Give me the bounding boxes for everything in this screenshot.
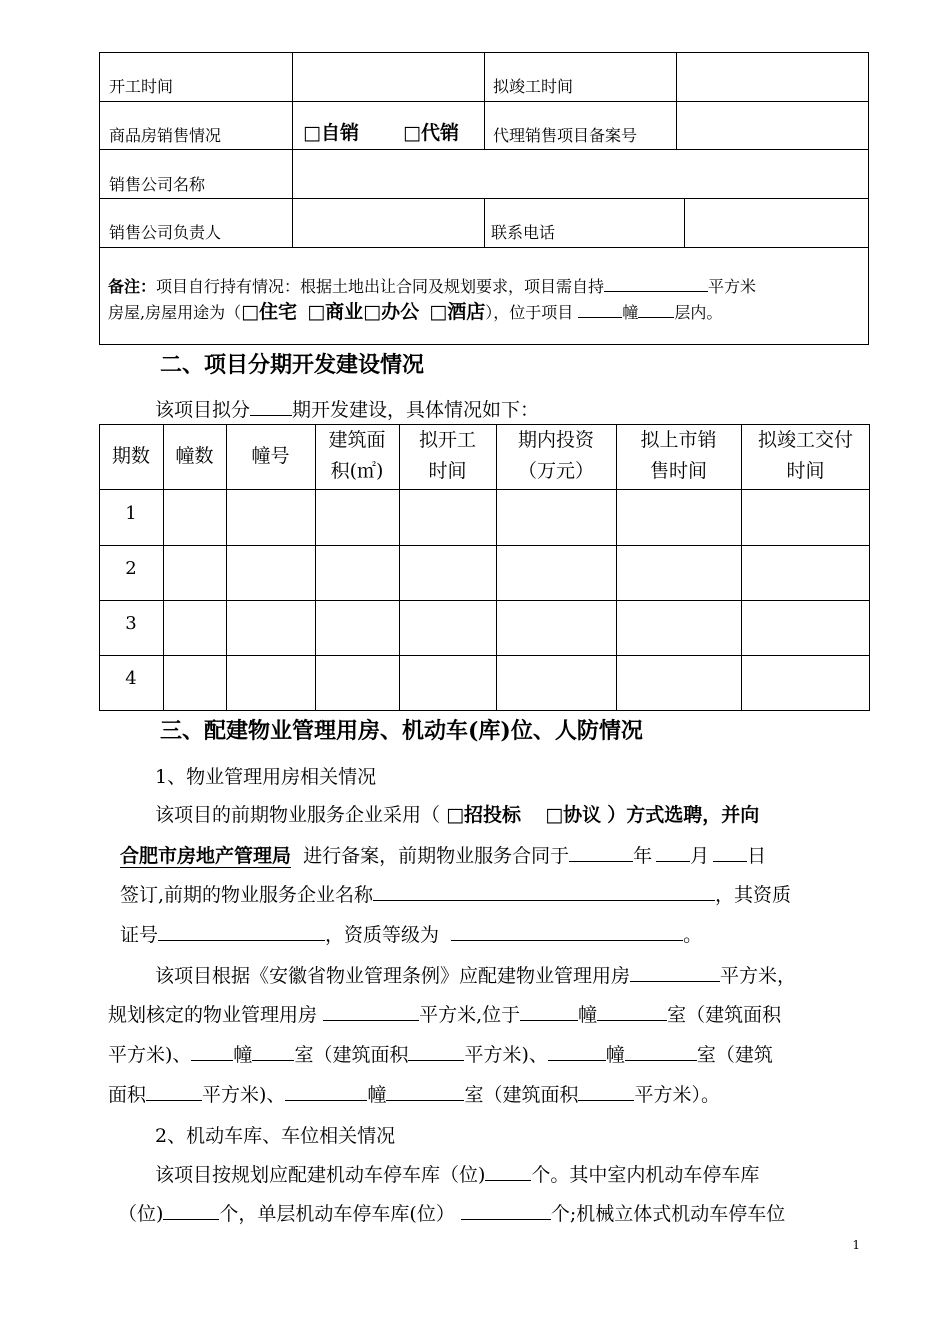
indoor-parking-field[interactable] — [163, 1201, 219, 1220]
building-field[interactable] — [548, 1042, 606, 1061]
building-field[interactable] — [191, 1042, 233, 1061]
header-building-no: 幢号 — [251, 445, 290, 467]
section2-title: 二、项目分期开发建设情况 — [160, 352, 425, 378]
header-sale-time: 拟上市销 售时间 — [640, 429, 717, 482]
divider — [684, 198, 685, 247]
subsection-property-room: 1、物业管理用房相关情况 — [155, 766, 377, 788]
self-hold-area-field[interactable] — [604, 273, 708, 292]
start-time-label: 开工时间 — [109, 77, 174, 96]
divider — [676, 101, 677, 149]
day-field[interactable] — [713, 843, 747, 862]
note-line-1: 备注：项目自行持有情况：根据土地出让合同及规划要求，项目需自持 平方米 — [108, 273, 756, 297]
page-number: 1 — [852, 1238, 860, 1252]
planned-finish-label: 拟竣工时间 — [493, 77, 574, 96]
single-level-parking-field[interactable] — [461, 1201, 551, 1220]
parking-total-field[interactable] — [485, 1162, 531, 1181]
para-line: 该项目根据《安徽省物业管理条例》应配建物业管理用房 平方米， — [155, 965, 797, 987]
room-field[interactable] — [386, 1082, 464, 1101]
para-line: 证号 ，资质等级为 。 — [120, 924, 703, 946]
self-sale-checkbox[interactable]: □自销 — [303, 122, 359, 144]
divider — [292, 149, 293, 198]
divider — [99, 247, 869, 248]
header-delivery-time: 拟竣工交付 时间 — [757, 429, 853, 482]
section3-title: 三、配建物业管理用房、机动车(库)位、人防情况 — [160, 718, 643, 744]
floor-field[interactable] — [638, 299, 674, 318]
use-residential-checkbox[interactable]: □住宅 — [241, 301, 298, 323]
bureau-name: 合肥市房地产管理局 — [120, 845, 292, 867]
divider — [99, 545, 870, 546]
divider — [484, 52, 485, 149]
company-name-label: 销售公司名称 — [109, 175, 206, 194]
row-number: 3 — [125, 613, 137, 634]
para-line: （位) 个，单层机动车停车库(位） 个;机械立体式机动车停车位 — [118, 1203, 786, 1225]
row-number: 4 — [125, 668, 137, 689]
month-field[interactable] — [656, 843, 690, 862]
divider — [484, 198, 485, 247]
para-line: 该项目按规划应配建机动车停车库（位) 个。其中室内机动车停车库 — [155, 1164, 760, 1186]
agent-record-label: 代理销售项目备案号 — [493, 126, 638, 145]
para-line: 规划核定的物业管理用房 平方米,位于 幢 室（建筑面积 — [108, 1004, 782, 1026]
use-commercial-checkbox[interactable]: □商业 — [307, 301, 364, 323]
cert-number-field[interactable] — [158, 922, 325, 941]
subsection-parking: 2、机动车库、车位相关情况 — [155, 1125, 396, 1147]
row-number: 2 — [125, 558, 137, 579]
note-line-2: 房屋,房屋用途为（□住宅 □商业□办公 □酒店），位于项目 幢 层内。 — [108, 301, 723, 323]
divider — [99, 600, 870, 601]
section2-intro: 该项目拟分 期开发建设，具体情况如下： — [155, 399, 540, 421]
building-field[interactable] — [520, 1002, 578, 1021]
qualification-field[interactable] — [451, 922, 683, 941]
area-field[interactable] — [146, 1082, 202, 1101]
agreement-checkbox[interactable]: □协议 — [545, 804, 602, 826]
sales-status-label: 商品房销售情况 — [109, 126, 222, 145]
divider — [99, 489, 870, 490]
area-field[interactable] — [578, 1082, 634, 1101]
agent-sale-checkbox[interactable]: □代销 — [403, 122, 459, 144]
divider — [292, 52, 293, 149]
use-hotel-checkbox[interactable]: □酒店 — [429, 301, 486, 323]
building-field[interactable] — [285, 1082, 367, 1101]
room-field[interactable] — [252, 1042, 294, 1061]
company-name-field[interactable] — [373, 882, 715, 901]
divider — [99, 149, 869, 150]
phone-label: 联系电话 — [491, 223, 556, 242]
note-prefix: 备注： — [108, 277, 157, 296]
divider — [99, 655, 870, 656]
para-line: 该项目的前期物业服务企业采用（ □招投标 □协议 ）方式选聘，并向 — [155, 804, 760, 826]
year-field[interactable] — [569, 843, 633, 862]
header-building-count: 幢数 — [175, 445, 214, 467]
divider — [676, 52, 677, 101]
header-area: 建筑面 积(㎡) — [328, 429, 386, 482]
para-line: 平方米)、 幢 室（建筑面积 平方米)、 幢 室（建筑 — [108, 1044, 773, 1066]
para-line: 合肥市房地产管理局 进行备案，前期物业服务合同于 年 月 日 — [120, 845, 767, 867]
approved-area-field[interactable] — [323, 1002, 419, 1021]
room-field[interactable] — [597, 1002, 667, 1021]
divider — [292, 198, 293, 247]
room-field[interactable] — [625, 1042, 697, 1061]
use-office-checkbox[interactable]: □办公 — [363, 301, 420, 323]
header-phase: 期数 — [111, 445, 150, 467]
para-line: 面积 平方米)、 幢 室（建筑面积 平方米）。 — [108, 1084, 720, 1106]
building-field[interactable] — [578, 299, 622, 318]
phase-count-field[interactable] — [250, 397, 292, 416]
tender-checkbox[interactable]: □招投标 — [446, 804, 522, 826]
row-number: 1 — [125, 503, 137, 524]
company-head-label: 销售公司负责人 — [109, 223, 222, 242]
para-line: 签订,前期的物业服务企业名称 ，其资质 — [120, 884, 792, 906]
header-start: 拟开工 时间 — [418, 429, 476, 482]
required-area-field[interactable] — [630, 963, 720, 982]
area-field[interactable] — [408, 1042, 464, 1061]
header-investment: 期内投资 （万元） — [517, 429, 594, 482]
